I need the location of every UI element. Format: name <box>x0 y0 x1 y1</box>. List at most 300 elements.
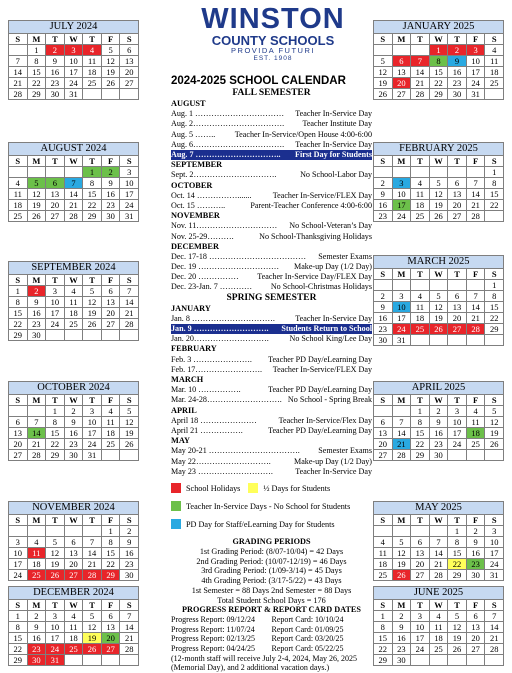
weekday-label: S <box>374 156 393 167</box>
day-cell: 4 <box>485 45 504 56</box>
day-cell: 10 <box>392 189 411 200</box>
day-cell: 24 <box>46 644 65 655</box>
fall-events <box>171 99 372 293</box>
day-cell: 19 <box>46 559 65 570</box>
day-cell: 19 <box>27 200 46 211</box>
day-cell: 17 <box>46 308 65 319</box>
day-cell: 31 <box>120 211 139 222</box>
event-date: Oct. 14 ……………....... <box>171 190 252 200</box>
month-grid <box>373 514 504 581</box>
month-section-label: AUGUST <box>171 99 206 108</box>
day-cell: 4 <box>64 286 83 297</box>
week-row <box>374 211 504 222</box>
day-cell: 16 <box>120 548 139 559</box>
weekday-label: S <box>120 395 139 406</box>
week-row <box>374 633 504 644</box>
empty-cell <box>411 655 430 666</box>
day-cell: 12 <box>120 417 139 428</box>
day-cell: 24 <box>466 78 485 89</box>
day-cell: 24 <box>448 439 467 450</box>
weekday-label: S <box>485 269 504 280</box>
week-row <box>374 570 504 581</box>
day-cell: 9 <box>27 622 46 633</box>
day-cell: 12 <box>27 189 46 200</box>
empty-cell <box>101 89 120 100</box>
weekday-label: M <box>27 156 46 167</box>
day-cell: 28 <box>64 211 83 222</box>
weekday-label: W <box>429 395 448 406</box>
day-cell: 11 <box>374 548 393 559</box>
event-description: Teacher In-Service Day <box>295 139 372 149</box>
month-grid <box>8 155 139 222</box>
day-cell: 29 <box>9 655 28 666</box>
week-row <box>9 78 139 89</box>
day-cell: 5 <box>83 611 102 622</box>
day-cell: 19 <box>120 428 139 439</box>
week-row <box>374 291 504 302</box>
day-cell: 16 <box>466 548 485 559</box>
month-title: MARCH 2025 <box>373 255 504 268</box>
day-cell: 6 <box>448 178 467 189</box>
day-cell: 13 <box>120 56 139 67</box>
calendar-event <box>171 426 372 436</box>
day-cell: 20 <box>101 633 120 644</box>
day-cell: 14 <box>466 189 485 200</box>
day-cell: 20 <box>448 313 467 324</box>
calendar-event <box>171 201 372 211</box>
logo-subtitle: COUNTY SCHOOLS <box>211 33 335 48</box>
event-date: Mar. 10 ……………. <box>171 385 241 395</box>
empty-cell <box>466 167 485 178</box>
day-cell: 8 <box>9 622 28 633</box>
day-cell: 21 <box>466 313 485 324</box>
day-cell: 31 <box>64 89 83 100</box>
week-row <box>374 428 504 439</box>
day-cell: 13 <box>466 622 485 633</box>
day-cell: 3 <box>46 286 65 297</box>
month-section-label: JANUARY <box>171 303 211 313</box>
event-date: Dec. 19 ………………………… <box>171 262 280 272</box>
empty-cell <box>448 335 467 346</box>
weekday-label: W <box>64 515 83 526</box>
event-date: Nov. 11………………………… <box>171 221 278 231</box>
empty-cell <box>27 167 46 178</box>
day-cell: 11 <box>9 189 28 200</box>
day-cell: 7 <box>429 537 448 548</box>
day-cell: 20 <box>9 439 28 450</box>
day-cell: 10 <box>46 622 65 633</box>
day-cell: 6 <box>46 178 65 189</box>
highlighted-event <box>171 324 372 334</box>
calendar-event <box>171 119 372 129</box>
day-cell: 8 <box>374 622 393 633</box>
day-cell: 19 <box>392 559 411 570</box>
day-cell: 24 <box>392 324 411 335</box>
day-cell: 4 <box>64 611 83 622</box>
month-section-label: MARCH <box>171 374 204 384</box>
day-cell: 28 <box>466 324 485 335</box>
day-cell: 19 <box>429 200 448 211</box>
weekday-label: S <box>120 515 139 526</box>
day-cell: 14 <box>429 548 448 559</box>
day-cell: 17 <box>46 633 65 644</box>
day-cell: 23 <box>392 644 411 655</box>
day-cell: 1 <box>101 526 120 537</box>
month-calendar <box>8 381 139 461</box>
calendar-event <box>171 109 372 119</box>
calendar-event <box>171 252 372 262</box>
day-cell: 26 <box>83 644 102 655</box>
day-cell: 16 <box>46 67 65 78</box>
report-card-date: Report Card: 10/10/24 <box>271 615 344 625</box>
empty-cell <box>120 330 139 341</box>
grading-period-3: 3rd Grading Period: (1/09-3/14) = 45 Days <box>201 566 342 576</box>
week-row <box>374 302 504 313</box>
empty-cell <box>120 89 139 100</box>
month-calendar <box>8 20 139 100</box>
day-cell: 4 <box>9 178 28 189</box>
weekday-label: T <box>448 156 467 167</box>
week-row <box>9 644 139 655</box>
day-cell: 4 <box>374 537 393 548</box>
day-cell: 2 <box>374 178 393 189</box>
weekday-label: F <box>466 600 485 611</box>
day-cell: 5 <box>27 178 46 189</box>
month-title: NOVEMBER 2024 <box>8 501 139 514</box>
day-cell: 9 <box>466 537 485 548</box>
weekday-label: S <box>374 34 393 45</box>
calendar-event <box>171 232 372 242</box>
day-cell: 12 <box>485 417 504 428</box>
weekday-label: T <box>83 395 102 406</box>
weekday-label: S <box>374 269 393 280</box>
weekday-label: T <box>411 395 430 406</box>
day-cell: 3 <box>448 406 467 417</box>
day-cell: 2 <box>120 526 139 537</box>
weekday-label: W <box>429 515 448 526</box>
day-cell: 2 <box>374 291 393 302</box>
day-cell: 17 <box>120 189 139 200</box>
day-cell: 5 <box>374 56 393 67</box>
day-cell: 9 <box>429 417 448 428</box>
empty-cell <box>392 406 411 417</box>
highlighted-event <box>171 150 372 160</box>
day-cell: 1 <box>429 45 448 56</box>
week-row <box>374 313 504 324</box>
day-cell: 20 <box>448 200 467 211</box>
day-cell: 1 <box>411 406 430 417</box>
grading-period-1: 1st Grading Period: (8/07-10/04) = 42 Days <box>199 546 344 556</box>
day-cell: 2 <box>466 526 485 537</box>
week-row <box>374 611 504 622</box>
day-cell: 30 <box>466 570 485 581</box>
calendar-event <box>171 395 372 405</box>
empty-cell <box>448 167 467 178</box>
day-cell: 14 <box>9 67 28 78</box>
day-cell: 19 <box>429 313 448 324</box>
day-cell: 15 <box>429 67 448 78</box>
day-cell: 19 <box>83 308 102 319</box>
empty-cell <box>46 526 65 537</box>
week-row <box>9 89 139 100</box>
logo-wordmark: WINSTON <box>201 3 345 35</box>
week-row <box>9 56 139 67</box>
day-cell: 25 <box>429 644 448 655</box>
day-cell: 7 <box>9 56 28 67</box>
empty-cell <box>64 167 83 178</box>
week-row <box>9 655 139 666</box>
day-cell: 24 <box>120 200 139 211</box>
day-cell: 17 <box>9 559 28 570</box>
day-cell: 10 <box>120 178 139 189</box>
calendar-event <box>171 365 372 375</box>
day-cell: 29 <box>101 570 120 581</box>
report-row <box>171 615 372 625</box>
day-cell: 16 <box>429 428 448 439</box>
day-cell: 23 <box>448 78 467 89</box>
weekday-row <box>374 156 504 167</box>
day-cell: 23 <box>374 211 393 222</box>
event-date: Aug. 7 ………………………….. <box>171 149 281 159</box>
day-cell: 10 <box>83 417 102 428</box>
day-cell: 11 <box>101 417 120 428</box>
month-calendar <box>373 142 504 222</box>
event-description: Teacher In-Service/FLEX Day <box>272 190 372 200</box>
empty-cell <box>411 45 430 56</box>
month-grid <box>373 33 504 100</box>
day-cell: 9 <box>120 537 139 548</box>
day-cell: 3 <box>120 167 139 178</box>
weekday-label: F <box>101 275 120 286</box>
report-card-date: Report Card: 03/20/25 <box>271 634 344 644</box>
day-cell: 17 <box>83 428 102 439</box>
day-cell: 7 <box>64 178 83 189</box>
day-cell: 18 <box>64 633 83 644</box>
legend-holidays: School Holidays <box>186 483 241 493</box>
day-cell: 30 <box>46 89 65 100</box>
day-cell: 25 <box>374 570 393 581</box>
day-cell: 21 <box>466 200 485 211</box>
weekday-row <box>9 515 139 526</box>
weekday-label: S <box>9 600 28 611</box>
day-cell: 25 <box>64 319 83 330</box>
event-date: May 22………………………. <box>171 456 271 466</box>
day-cell: 13 <box>411 548 430 559</box>
weekday-label: W <box>64 600 83 611</box>
week-row <box>374 406 504 417</box>
event-date: May 20-21 ……………………………. <box>171 446 300 456</box>
day-cell: 9 <box>27 297 46 308</box>
empty-cell <box>374 406 393 417</box>
day-cell: 19 <box>83 633 102 644</box>
empty-cell <box>101 330 120 341</box>
weekday-label: T <box>448 395 467 406</box>
calendar-event <box>171 191 372 201</box>
empty-cell <box>392 45 411 56</box>
day-cell: 26 <box>448 644 467 655</box>
weekday-row <box>374 395 504 406</box>
day-cell: 11 <box>411 302 430 313</box>
day-cell: 23 <box>46 78 65 89</box>
day-cell: 30 <box>429 450 448 461</box>
event-description: Teacher In-Service/FLEX Day <box>272 364 372 374</box>
day-cell: 11 <box>485 56 504 67</box>
day-cell: 26 <box>101 78 120 89</box>
week-row <box>374 537 504 548</box>
day-cell: 11 <box>64 622 83 633</box>
empty-cell <box>83 89 102 100</box>
day-cell: 23 <box>64 439 83 450</box>
event-description: No School-Labor Day <box>300 170 372 180</box>
day-cell: 22 <box>448 559 467 570</box>
weekday-label: T <box>411 269 430 280</box>
weekday-label: S <box>374 395 393 406</box>
week-row <box>9 297 139 308</box>
weekday-label: T <box>83 156 102 167</box>
empty-cell <box>374 526 393 537</box>
empty-cell <box>466 280 485 291</box>
day-cell: 16 <box>27 308 46 319</box>
day-cell: 17 <box>64 67 83 78</box>
day-cell: 2 <box>64 406 83 417</box>
day-cell: 14 <box>392 428 411 439</box>
day-cell: 27 <box>101 644 120 655</box>
day-cell: 22 <box>485 200 504 211</box>
day-cell: 12 <box>448 622 467 633</box>
weekday-label: M <box>27 515 46 526</box>
day-cell: 27 <box>120 78 139 89</box>
day-cell: 22 <box>9 644 28 655</box>
week-row <box>9 417 139 428</box>
day-cell: 23 <box>120 559 139 570</box>
day-cell: 6 <box>392 56 411 67</box>
day-cell: 21 <box>485 633 504 644</box>
day-cell: 14 <box>466 302 485 313</box>
month-calendar <box>8 501 139 581</box>
day-cell: 30 <box>27 330 46 341</box>
weekday-label: S <box>485 515 504 526</box>
empty-cell <box>46 167 65 178</box>
day-cell: 20 <box>46 200 65 211</box>
month-section-label: FEBRUARY <box>171 344 217 354</box>
day-cell: 9 <box>46 56 65 67</box>
empty-cell <box>392 526 411 537</box>
day-cell: 2 <box>448 45 467 56</box>
week-row <box>9 559 139 570</box>
weekday-label: T <box>46 600 65 611</box>
day-cell: 19 <box>374 78 393 89</box>
event-date: Feb. 3 …………………. <box>171 354 252 364</box>
empty-cell <box>101 450 120 461</box>
day-cell: 15 <box>27 67 46 78</box>
day-cell: 18 <box>101 428 120 439</box>
weekday-label: F <box>466 156 485 167</box>
day-cell: 15 <box>101 548 120 559</box>
event-description: Teacher In-Service/Flex Day <box>278 415 372 425</box>
day-cell: 5 <box>392 537 411 548</box>
empty-cell <box>101 655 120 666</box>
logo-established: EST. 1908 <box>253 55 293 62</box>
week-row <box>374 548 504 559</box>
weekday-label: F <box>101 515 120 526</box>
day-cell: 3 <box>64 45 83 56</box>
day-cell: 5 <box>485 406 504 417</box>
week-row <box>374 622 504 633</box>
day-cell: 5 <box>429 178 448 189</box>
empty-cell <box>27 406 46 417</box>
week-row <box>374 439 504 450</box>
day-cell: 3 <box>9 537 28 548</box>
day-cell: 8 <box>429 56 448 67</box>
day-cell: 30 <box>392 655 411 666</box>
day-cell: 29 <box>9 330 28 341</box>
day-cell: 18 <box>374 559 393 570</box>
weekday-label: M <box>392 34 411 45</box>
day-cell: 14 <box>120 297 139 308</box>
empty-cell <box>429 167 448 178</box>
weekday-label: M <box>27 600 46 611</box>
week-row <box>9 167 139 178</box>
week-row <box>9 548 139 559</box>
empty-cell <box>411 280 430 291</box>
month-calendar <box>8 142 139 222</box>
day-cell: 4 <box>411 178 430 189</box>
month-calendar <box>8 586 139 666</box>
day-cell: 14 <box>64 189 83 200</box>
day-cell: 7 <box>120 611 139 622</box>
day-cell: 12 <box>374 67 393 78</box>
empty-cell <box>485 211 504 222</box>
week-row <box>9 45 139 56</box>
day-cell: 22 <box>27 78 46 89</box>
week-row <box>9 286 139 297</box>
empty-cell <box>46 330 65 341</box>
week-row <box>374 78 504 89</box>
weekday-label: T <box>46 275 65 286</box>
weekday-label: T <box>83 34 102 45</box>
day-cell: 28 <box>9 89 28 100</box>
day-cell: 19 <box>485 428 504 439</box>
event-description: Make-up Day (1/2 Day) <box>294 262 372 272</box>
day-cell: 30 <box>101 211 120 222</box>
day-cell: 31 <box>46 655 65 666</box>
day-cell: 31 <box>392 335 411 346</box>
day-cell: 21 <box>120 308 139 319</box>
day-cell: 20 <box>374 439 393 450</box>
weekday-label: T <box>46 34 65 45</box>
event-date: Nov. 25-29………. <box>171 231 234 241</box>
event-description: First Day for Students <box>295 149 372 159</box>
month-grid <box>373 599 504 666</box>
day-cell: 22 <box>83 200 102 211</box>
weekday-row <box>9 275 139 286</box>
day-cell: 13 <box>374 428 393 439</box>
event-date: April 18 ………………… <box>171 415 257 425</box>
day-cell: 5 <box>120 406 139 417</box>
day-cell: 1 <box>83 167 102 178</box>
week-row <box>9 633 139 644</box>
event-description: No School - Spring Break <box>287 395 372 405</box>
day-cell: 1 <box>448 526 467 537</box>
weekday-row <box>9 395 139 406</box>
week-row <box>374 189 504 200</box>
day-cell: 2 <box>27 611 46 622</box>
day-cell: 8 <box>101 537 120 548</box>
week-row <box>374 67 504 78</box>
day-cell: 13 <box>448 189 467 200</box>
weekday-label: M <box>392 395 411 406</box>
week-row <box>9 178 139 189</box>
